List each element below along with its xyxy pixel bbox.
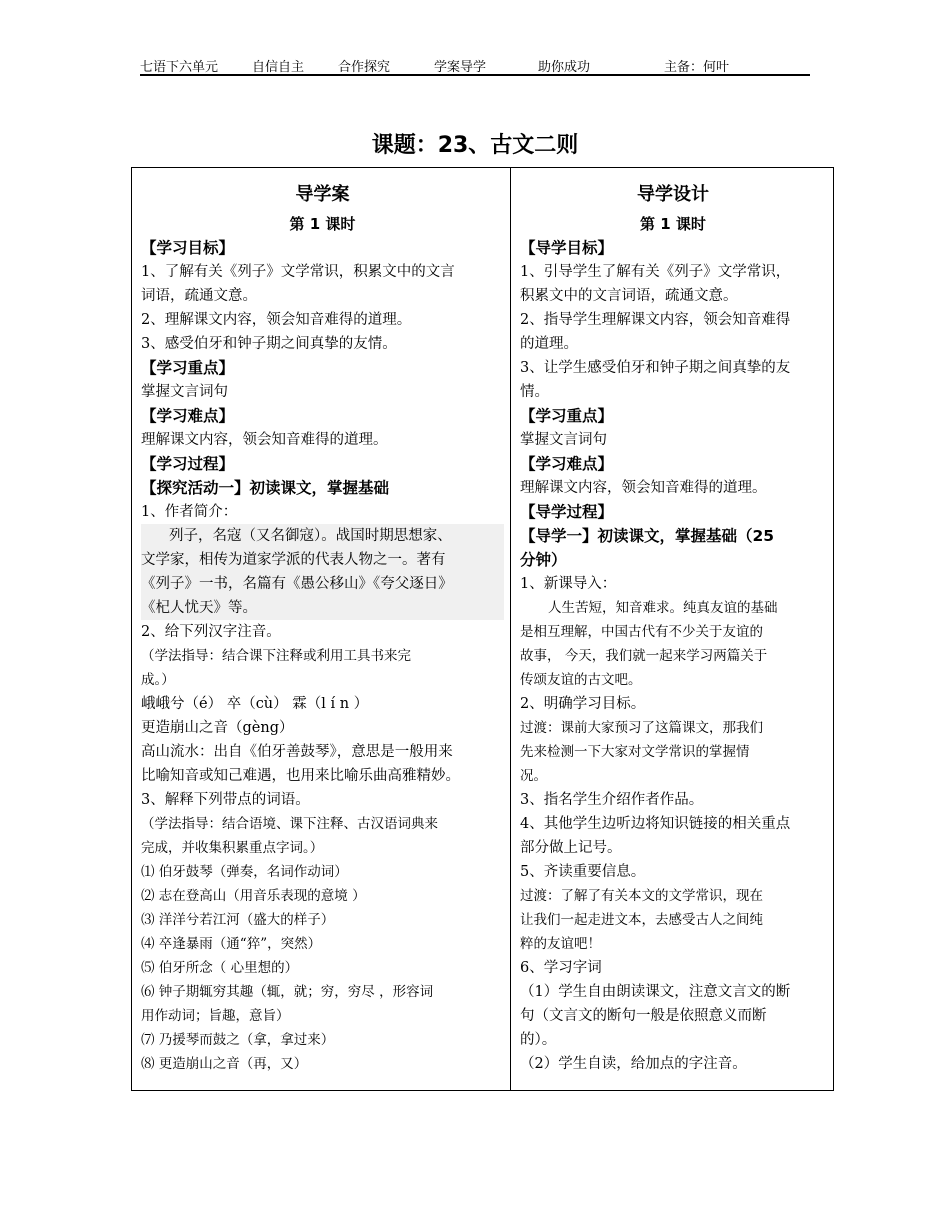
text-line: 理解课文内容，领会知音难得的道理。 — [520, 480, 767, 496]
section-heading: 【探究活动一】初读课文，掌握基础 — [141, 479, 390, 497]
section-heading: 【学习目标】 — [141, 239, 235, 257]
text-line: 成。） — [141, 672, 175, 688]
vocab-item: ⑴ 伯牙鼓琴（弹奏，名词作动词） — [141, 864, 348, 880]
vocab-item: 用作动词；旨趣，意旨） — [141, 1008, 290, 1024]
period-label: 第 1 课时 — [289, 215, 356, 233]
transition-line: 过渡：课前大家预习了这篇课文，那我们 — [520, 720, 763, 736]
text-line: 句（文言文的断句一般是依照意义而断 — [520, 1008, 767, 1024]
text-line: 掌握文言词句 — [141, 384, 228, 400]
section-heading: 【导学目标】 — [520, 239, 614, 257]
text-line: 3、指名学生介绍作者作品。 — [520, 792, 704, 808]
intro-line: 故事， 今天，我们就一起来学习两篇关于 — [520, 648, 768, 664]
header-item: 主备：何叶 — [664, 60, 730, 75]
text-line: 4、其他学生边听边将知识链接的相关重点 — [520, 816, 791, 832]
text-line: 的）。 — [520, 1032, 557, 1048]
column-divider — [510, 168, 511, 1090]
author-bio-line: 《杞人忧天》等。 — [141, 596, 504, 620]
transition-line: 过渡：了解了有关本文的文学常识，现在 — [520, 888, 763, 904]
section-heading: 【导学过程】 — [520, 503, 614, 521]
section-heading: 【学习重点】 — [141, 359, 235, 377]
section-heading: 【学习难点】 — [141, 407, 235, 425]
text-line: （学法指导：结合语境、课下注释、古汉语词典来 — [141, 816, 438, 832]
text-line: 2、理解课文内容，领会知音难得的道理。 — [141, 312, 412, 328]
text-line: 的道理。 — [520, 336, 578, 352]
text-line: （学法指导：结合课下注释或利用工具书来完 — [141, 648, 411, 664]
text-line: 2、给下列汉字注音。 — [141, 624, 281, 640]
text-line: 1、作者简介： — [141, 504, 238, 520]
text-line: 情。 — [520, 384, 549, 400]
header-item: 助你成功 — [538, 60, 591, 75]
vocab-item: ⑶ 洋洋兮若江河（盛大的样子） — [141, 912, 335, 928]
text-line: 2、明确学习目标。 — [520, 696, 646, 712]
header-item: 合作探究 — [338, 60, 391, 75]
text-line: 掌握文言词句 — [520, 432, 607, 448]
header-item: 自信自主 — [252, 60, 305, 75]
section-heading: 【学习重点】 — [520, 407, 614, 425]
intro-line: 传颂友谊的古文吧。 — [520, 672, 642, 688]
text-line: 1、引导学生了解有关《列子》文学常识， — [520, 264, 791, 280]
transition-line: 况。 — [520, 768, 547, 784]
vocab-item: ⑹ 钟子期辄穷其趣（辄，就；穷，穷尽 ，形容词 — [141, 984, 434, 1000]
text-line: 高山流水：出自《伯牙善鼓琴》，意思是一般用来 — [141, 744, 453, 760]
transition-line: 让我们一起走进文本，去感受古人之间纯 — [520, 912, 763, 928]
author-bio-line: 文学家，相传为道家学派的代表人物之一。著有 — [141, 548, 504, 572]
study-plan-column — [141, 168, 504, 1076]
text-line: 5、齐读重要信息。 — [520, 864, 646, 880]
text-line: 词语，疏通文意。 — [141, 288, 257, 304]
text-line: 6、学习字词 — [520, 960, 602, 976]
teaching-design-column — [520, 168, 826, 1076]
vocab-item: ⑵ 志在登高山（用音乐表现的意境 ） — [141, 888, 366, 904]
vocab-item: ⑺ 乃援琴而鼓之（拿，拿过来） — [141, 1032, 335, 1048]
text-line: （1）学生自由朗读课文，注意文言文的断 — [520, 984, 791, 1000]
column-heading: 导学设计 — [637, 184, 709, 205]
author-bio-line: 《列子》一书，名篇有《愚公移山》《夸父逐日》 — [141, 572, 504, 596]
intro-line: 人生苦短，知音难求。纯真友谊的基础 — [548, 600, 778, 616]
header-item: 学案导学 — [434, 60, 487, 75]
vocab-item: ⑷ 卒逢暴雨（通“猝”，突然） — [141, 936, 322, 952]
author-bio-line: 列子，名寇（又名御寇）。战国时期思想家、 — [141, 524, 504, 548]
page-header — [140, 56, 810, 76]
vocab-item: ⑸ 伯牙所念（ 心里想的） — [141, 960, 299, 976]
text-line: 3、感受伯牙和钟子期之间真挚的友情。 — [141, 336, 397, 352]
text-line: （2）学生自读，给加点的字注音。 — [520, 1056, 747, 1072]
text-line: 2、指导学生理解课文内容，领会知音难得 — [520, 312, 791, 328]
text-line: 1、新课导入： — [520, 576, 617, 592]
text-line: 3、解释下列带点的词语。 — [141, 792, 310, 808]
section-heading: 【导学一】初读课文，掌握基础（25 — [520, 527, 775, 545]
section-heading: 【学习难点】 — [520, 455, 614, 473]
section-heading: 【学习过程】 — [141, 455, 235, 473]
text-line: 3、让学生感受伯牙和钟子期之间真挚的友 — [520, 360, 791, 376]
column-heading: 导学案 — [295, 184, 350, 205]
header-item: 七语下六单元 — [140, 60, 219, 75]
text-line: 完成，并收集积累重点字词。） — [141, 840, 324, 856]
section-heading: 分钟） — [520, 551, 567, 569]
text-line: 1、了解有关《列子》文学常识，积累文中的文言 — [141, 264, 455, 280]
vocab-item: ⑻ 更造崩山之音（再，又） — [141, 1056, 308, 1072]
period-label: 第 1 课时 — [640, 215, 706, 233]
document-title: 课题：23、古文二则 — [371, 133, 579, 158]
pinyin-line: 峨峨兮（é） 卒（cù） 霖（l í n ） — [141, 696, 369, 712]
transition-line: 先来检测一下大家对文学常识的掌握情 — [520, 744, 750, 760]
lesson-table — [131, 167, 834, 1091]
text-line: 积累文中的文言词语，疏通文意。 — [520, 288, 738, 304]
text-line: 理解课文内容，领会知音难得的道理。 — [141, 432, 388, 448]
text-line: 部分做上记号。 — [520, 840, 622, 856]
transition-line: 粹的友谊吧！ — [520, 936, 601, 952]
text-line: 比喻知音或知己难遇，也用来比喻乐曲高雅精妙。 — [141, 768, 460, 784]
intro-line: 是相互理解，中国古代有不少关于友谊的 — [520, 624, 763, 640]
pinyin-line: 更造崩山之音（gèng） — [141, 720, 294, 736]
